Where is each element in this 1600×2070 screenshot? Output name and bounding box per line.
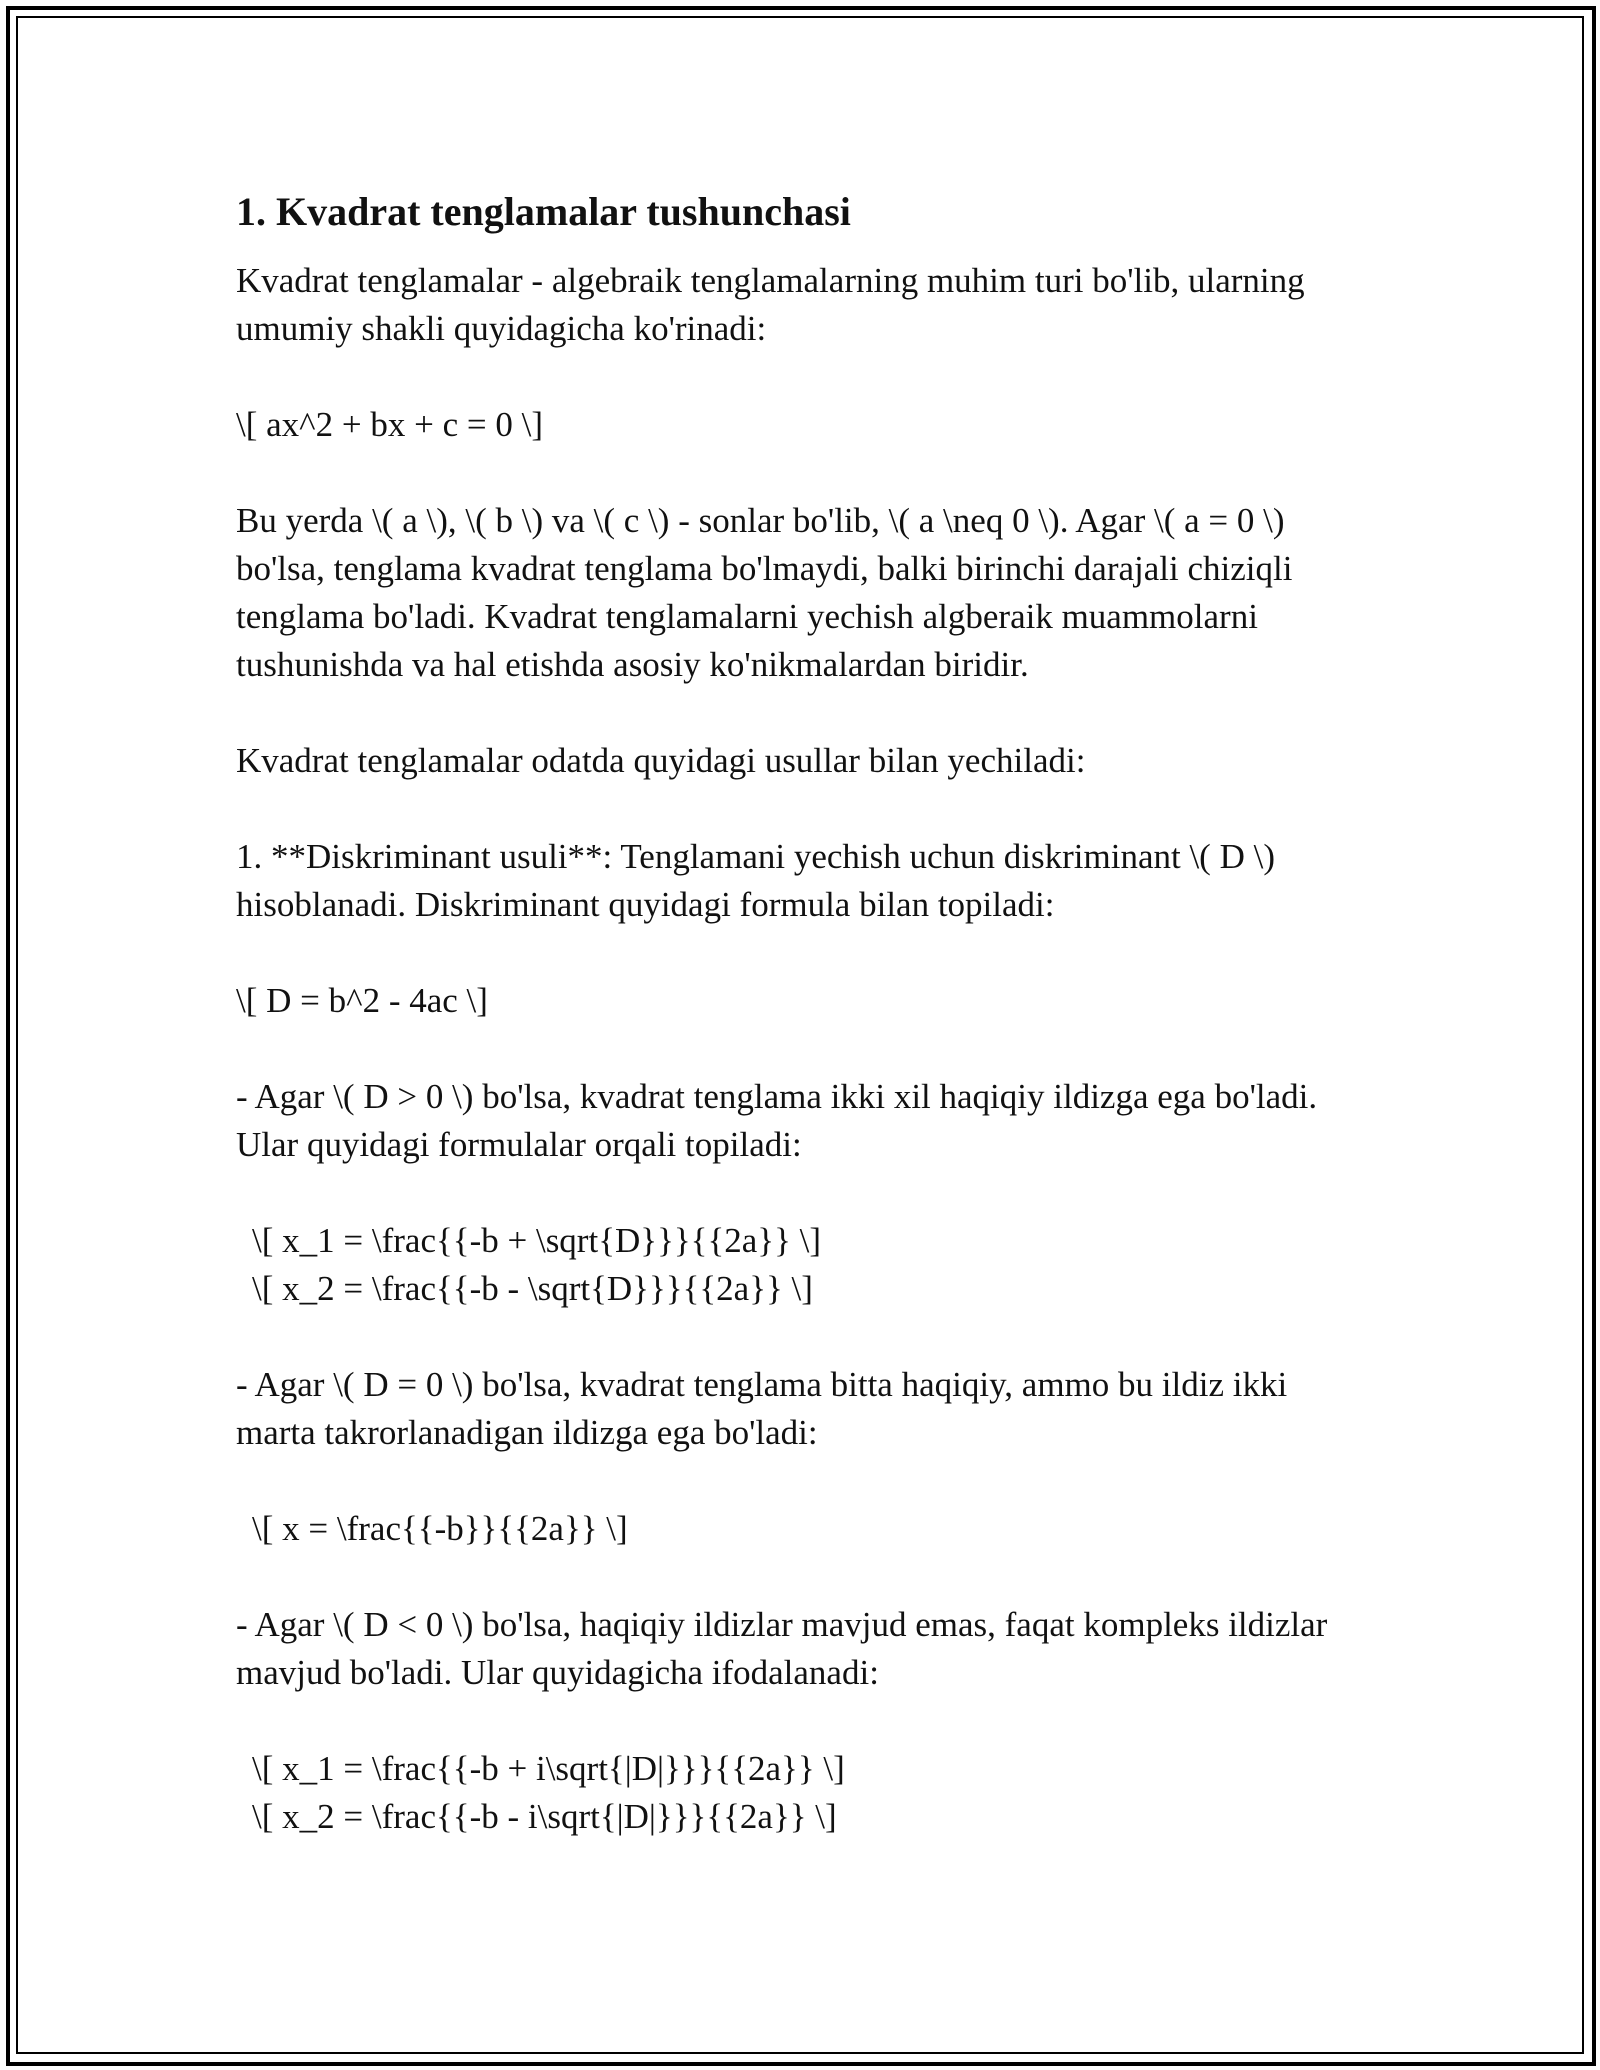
root-formula-zero: \[ x = \frac{{-b}}{{2a}} \] bbox=[252, 1509, 628, 1548]
coefficients-paragraph: Bu yerda \( a \), \( b \) va \( c \) - sonlar bo'lib, \( a \neq 0 \). Agar \( a = 0 \) bo'lsa, tenglama kvadrat tenglama bo'lmaydi, balki birinchi darajali chiziqli tenglama bo'ladi. Kvadrat tenglamalarni yechish algberaik muammolarni tushunishda va hal etishda asosiy ko'nikmalardan biridir. bbox=[236, 501, 1302, 684]
document-body bbox=[236, 186, 1366, 1889]
section-heading: 1. Kvadrat tenglamalar tushunchasi bbox=[236, 189, 851, 234]
case-zero-paragraph: - Agar \( D = 0 \) bo'lsa, kvadrat tenglama bitta haqiqiy, ammo bu ildiz ikki marta takrorlanadigan ildizga ega bo'ladi: bbox=[236, 1365, 1296, 1452]
discriminant-method-paragraph: 1. **Diskriminant usuli**: Tenglamani yechish uchun diskriminant \( D \) hisoblanadi. Diskriminant quyidagi formula bilan topiladi: bbox=[236, 837, 1284, 924]
case-negative-paragraph: - Agar \( D < 0 \) bo'lsa, haqiqiy ildizlar mavjud emas, faqat kompleks ildizlar mavjud bo'ladi. Ular quyidagicha ifodalanadi: bbox=[236, 1605, 1337, 1692]
discriminant-formula: \[ D = b^2 - 4ac \] bbox=[236, 981, 488, 1020]
general-form-formula: \[ ax^2 + bx + c = 0 \] bbox=[236, 405, 543, 444]
roots-formula-positive: \[ x_1 = \frac{{-b + \sqrt{D}}}{{2a}} \] \[ x_2 = \frac{{-b - \sqrt{D}}}{{2a}} \] bbox=[252, 1221, 822, 1308]
methods-intro-paragraph: Kvadrat tenglamalar odatda quyidagi usullar bilan yechiladi: bbox=[236, 741, 1086, 780]
intro-paragraph: Kvadrat tenglamalar - algebraik tenglamalarning muhim turi bo'lib, ularning umumiy shakli quyidagicha ko'rinadi: bbox=[236, 261, 1314, 348]
roots-formula-complex: \[ x_1 = \frac{{-b + i\sqrt{|D|}}}{{2a}} \] \[ x_2 = \frac{{-b - i\sqrt{|D|}}}{{2a}} \] bbox=[252, 1749, 845, 1836]
case-positive-paragraph: - Agar \( D > 0 \) bo'lsa, kvadrat tenglama ikki xil haqiqiy ildizga ega bo'ladi. Ular quyidagi formulalar orqali topiladi: bbox=[236, 1077, 1326, 1164]
